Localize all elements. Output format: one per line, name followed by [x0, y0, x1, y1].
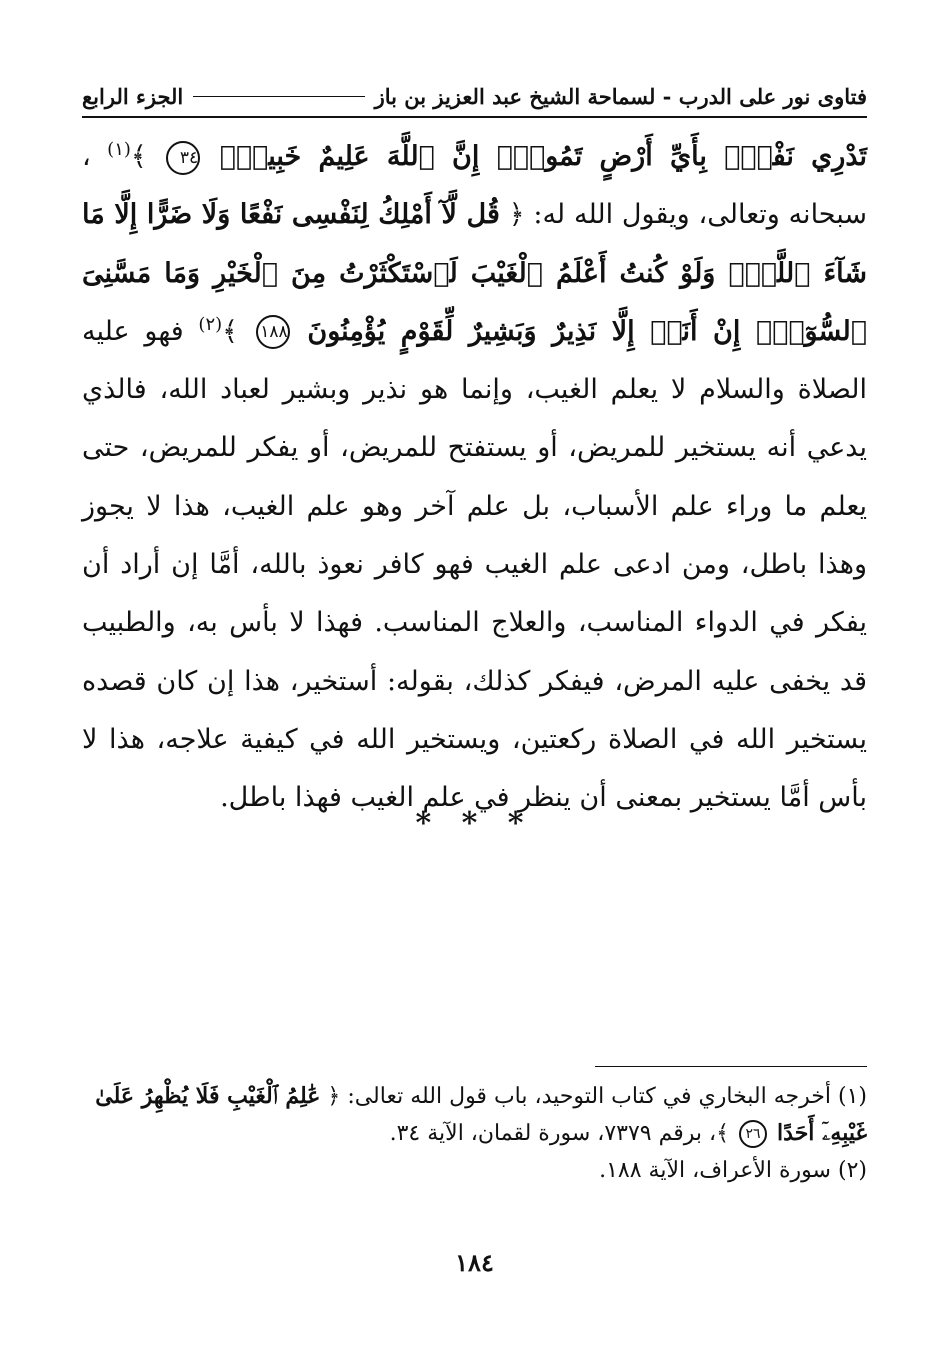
footnote-text: أخرجه البخاري في كتاب التوحيد، باب قول الله تعالى:: [347, 1084, 831, 1109]
header-dash-line: [193, 96, 364, 97]
main-text: [82, 128, 867, 828]
footnote-text: سورة الأعراف، الآية ١٨٨.: [599, 1158, 831, 1183]
quran-close-bracket: ﴾: [716, 1121, 730, 1146]
paragraph: [82, 128, 867, 828]
paragraph-text: ، سبحانه وتعالى، ويقول الله له:: [82, 141, 868, 231]
footnote-text: ، برقم ٧٣٧٩، سورة لقمان، الآية ٣٤.: [389, 1121, 717, 1146]
footnote-number: (٢): [837, 1158, 867, 1183]
header-book-title: فتاوى نور على الدرب - لسماحة الشيخ عبد العزيز بن باز: [374, 83, 867, 109]
header-volume: الجزء الرابع: [82, 83, 184, 109]
quran-close-bracket: ﴾: [222, 315, 238, 347]
page-number: ١٨٤: [455, 1248, 494, 1277]
footnote-number: (١): [837, 1084, 867, 1109]
quran-open-bracket: ﴿: [508, 199, 525, 231]
ayah-number-marker: ٣٤: [166, 141, 200, 175]
quran-verse: قُل لَّآ أَمْلِكُ لِنَفْسِى نَفْعًا وَلَا ضَرًّا إِلَّا مَا شَآءَ ٱللَّهُۚ وَلَوْ كُنتُ أَعْلَمُ ٱلْغَيْبَ لَٱسْتَكْثَرْتُ مِنَ ٱلْخَيْرِ وَمَا مَسَّنِىَ ٱلسُّوٓءُۚ إِنْ أَنَا۠ إِلَّا نَذِيرٌ وَبَشِيرٌ لِّقَوْمٍ يُؤْمِنُونَ: [82, 199, 867, 347]
footnote-ref: (٢): [198, 313, 223, 335]
footnote-rule: [595, 1066, 867, 1067]
footnote-1: [82, 1078, 867, 1152]
section-separator: * * *: [415, 806, 534, 841]
quran-verse: عَٰلِمُ ٱلْغَيْبِ فَلَا يُظْهِرُ عَلَىٰ غَيْبِهِۦٓ أَحَدًا: [95, 1083, 867, 1146]
ayah-number-marker: ١٨٨: [256, 315, 290, 349]
paragraph-text: فهو عليه الصلاة والسلام لا يعلم الغيب، وإنما هو نذير وبشير لعباد الله، فالذي يدعي أنه يستخير للمريض، أو يستفتح للمريض، أو يفكر للمريض، حتى يعلم ما وراء علم الأسباب، بل علم آخر وهو علم الغيب، هذا لا يجوز وهذا باطل، ومن ادعى علم الغيب فهو كافر نعوذ بالله، أمَّا إن أراد أن يفكر في الدواء المناسب، والعلاج المناسب. فهذا لا بأس به، والطبيب قد يخفى عليه المرض، فيفكر كذلك، بقوله: أستخير، هذا إن كان قصده يستخير الله في الصلاة ركعتين، ويستخير الله في كيفية علاجه، هذا لا بأس أمَّا يستخير بمعنى أن ينظر في علم الغيب فهذا باطل.: [82, 315, 867, 814]
running-header: [82, 76, 867, 118]
quran-close-bracket: ﴾: [130, 141, 147, 172]
quran-verse: تَدْرِي نَفْسٌۢ بِأَيِّ أَرْضٍ تَمُوتُۚ إِنَّ ٱللَّهَ عَلِيمٌ خَبِيرٌۢ: [219, 141, 868, 172]
footnotes: [82, 1078, 867, 1189]
footnote-ref: (١): [107, 139, 131, 160]
footnote-2: [82, 1152, 867, 1189]
quran-open-bracket: ﴿: [327, 1084, 341, 1109]
ayah-number-marker: ٢٦: [739, 1120, 767, 1148]
